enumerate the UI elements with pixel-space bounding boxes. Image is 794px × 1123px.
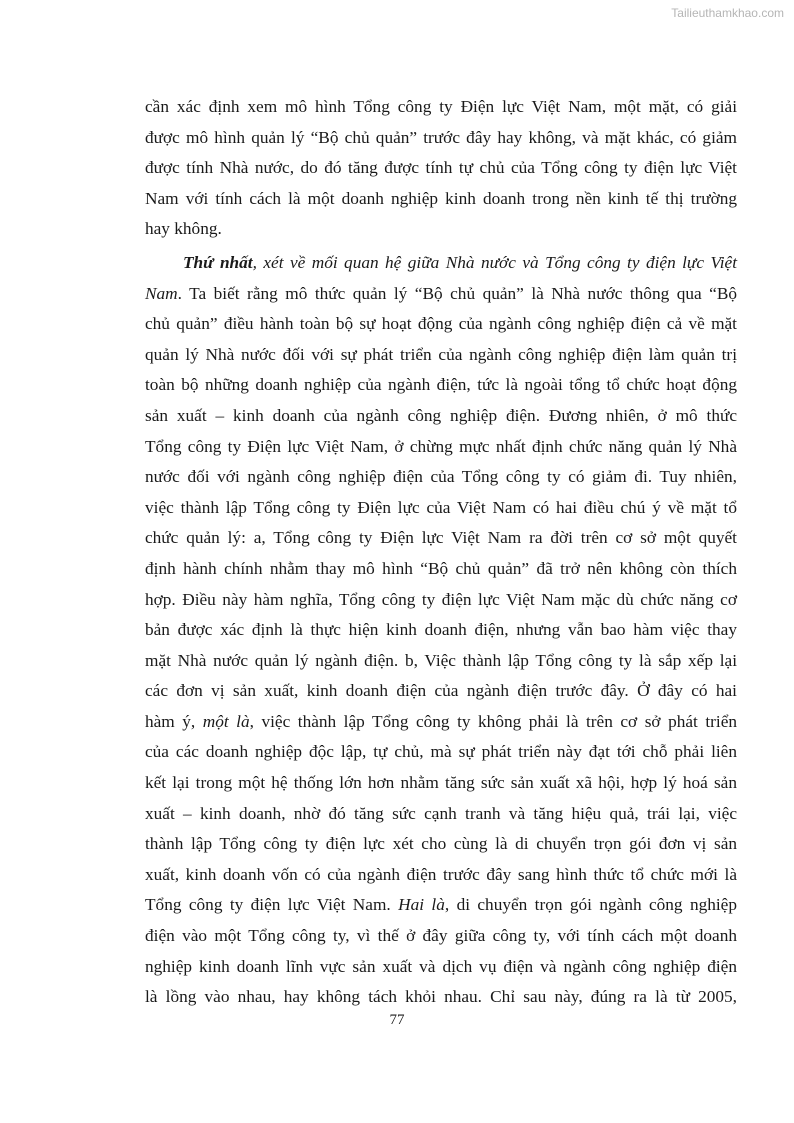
text-line: nước đối với ngành công nghiệp điện của Tổng công ty có giảm đi. Tuy nhiên, xyxy=(145,467,737,487)
text-line: mặt Nhà nước quản lý ngành điện. b, Việc thành lập Tổng công ty là sắp xếp lại xyxy=(145,650,737,670)
text-line: cần xác định xem mô hình Tổng công ty Điện lực Việt Nam, một mặt, có giải xyxy=(145,97,737,116)
text-line: được tính Nhà nước, do đó tăng được tính tự chủ của Tổng công ty điện lực Việt xyxy=(145,158,737,178)
italic-text: Nam xyxy=(145,283,178,303)
text-segment: , di chuyển trọn gói ngành công nghiệp xyxy=(444,895,737,915)
page-number: 77 xyxy=(389,1012,405,1028)
text-segment: hàm ý, xyxy=(145,711,203,731)
text-line xyxy=(145,279,737,310)
text-line: toàn bộ những doanh nghiệp của ngành điện, tức là ngoài tổng tổ chức hoạt động xyxy=(145,375,737,395)
text-line: xuất, kinh doanh vốn có của ngành điện trước đây sang hình thức tổ chức mới là xyxy=(145,864,737,884)
text-line: việc thành lập Tổng công ty Điện lực của Việt Nam có hai điều chú ý về mặt tổ xyxy=(145,497,737,517)
text-line: định hành chính nhằm thay mô hình “Bộ chủ quản” đã trở nên không còn thích xyxy=(145,558,737,578)
italic-text: một là xyxy=(202,711,250,731)
text-line: hay không. xyxy=(145,219,222,239)
text-line: là lồng vào nhau, hay không tách khỏi nhau. Chỉ sau này, đúng ra là từ 2005, xyxy=(145,987,737,1007)
text-line xyxy=(145,248,737,279)
text-line xyxy=(145,707,737,738)
italic-text: Hai là xyxy=(398,895,445,915)
text-line: các đơn vị sản xuất, kinh doanh điện của ngành điện trước đây. Ở đây có hai xyxy=(145,681,737,701)
text-segment: . Ta biết rằng mô thức quản lý “Bộ chủ quản” là Nhà nước thông qua “Bộ xyxy=(177,283,737,303)
text-segment: , việc thành lập Tổng công ty không phải là trên cơ sở phát triển xyxy=(249,711,738,731)
text-line xyxy=(145,890,737,921)
watermark: Tailieuthamkhao.com xyxy=(671,6,784,20)
text-line: điện vào một Tổng công ty, vì thế ở đây giữa công ty, với tính cách một doanh xyxy=(145,926,737,946)
text-line: Tổng công ty Điện lực Việt Nam, ở chừng mực nhất định chức năng quản lý Nhà xyxy=(145,436,737,456)
lead-italic-text: , xét về mối quan hệ giữa Nhà nước và Tổng công ty điện lực Việt xyxy=(252,252,738,272)
text-line: kết lại trong một hệ thống lớn hơn nhằm tăng sức sản xuất xã hội, hợp lý hoá sản xyxy=(145,773,737,793)
text-segment: Tổng công ty điện lực Việt Nam. xyxy=(145,895,399,915)
page-body xyxy=(145,92,737,1013)
text-line: Nam với tính cách là một doanh nghiệp kinh doanh trong nền kinh tế thị trường xyxy=(145,188,737,208)
text-line: xuất – kinh doanh, nhờ đó tăng sức cạnh tranh và tăng hiệu quả, trái lại, việc xyxy=(145,803,737,823)
text-line: chủ quản” điều hành toàn bộ sự hoạt động của ngành công nghiệp điện cả về mặt xyxy=(145,314,737,334)
text-line: hợp. Điều này hàm nghĩa, Tổng công ty điện lực Việt Nam mặc dù chức năng cơ xyxy=(145,589,737,609)
text-line: bản được xác định là thực hiện kinh doanh điện, nhưng vẫn bao hàm việc thay xyxy=(145,620,737,640)
text-line: thành lập Tổng công ty điện lực xét cho cùng là di chuyển trọn gói đơn vị sản xyxy=(145,834,737,854)
paragraph-2 xyxy=(145,248,737,1013)
text-line: sản xuất – kinh doanh của ngành công nghiệp điện. Đương nhiên, ở mô thức xyxy=(145,405,737,425)
lead-bold-text: Thứ nhất xyxy=(183,252,253,272)
text-line: của các doanh nghiệp độc lập, tự chủ, mà sự phát triển này đạt tới chỗ phải liên xyxy=(145,742,737,762)
text-line: nghiệp kinh doanh lĩnh vực sản xuất và dịch vụ điện và ngành công nghiệp điện xyxy=(145,956,737,976)
paragraph-1 xyxy=(145,92,737,245)
text-line: được mô hình quản lý “Bộ chủ quản” trước đây hay không, và mặt khác, có giảm xyxy=(145,127,737,147)
text-line: quản lý Nhà nước đối với sự phát triển của ngành công nghiệp điện làm quản trị xyxy=(145,344,737,364)
text-line: chức quản lý: a, Tổng công ty Điện lực Việt Nam ra đời trên cơ sở một quyết xyxy=(145,528,737,548)
